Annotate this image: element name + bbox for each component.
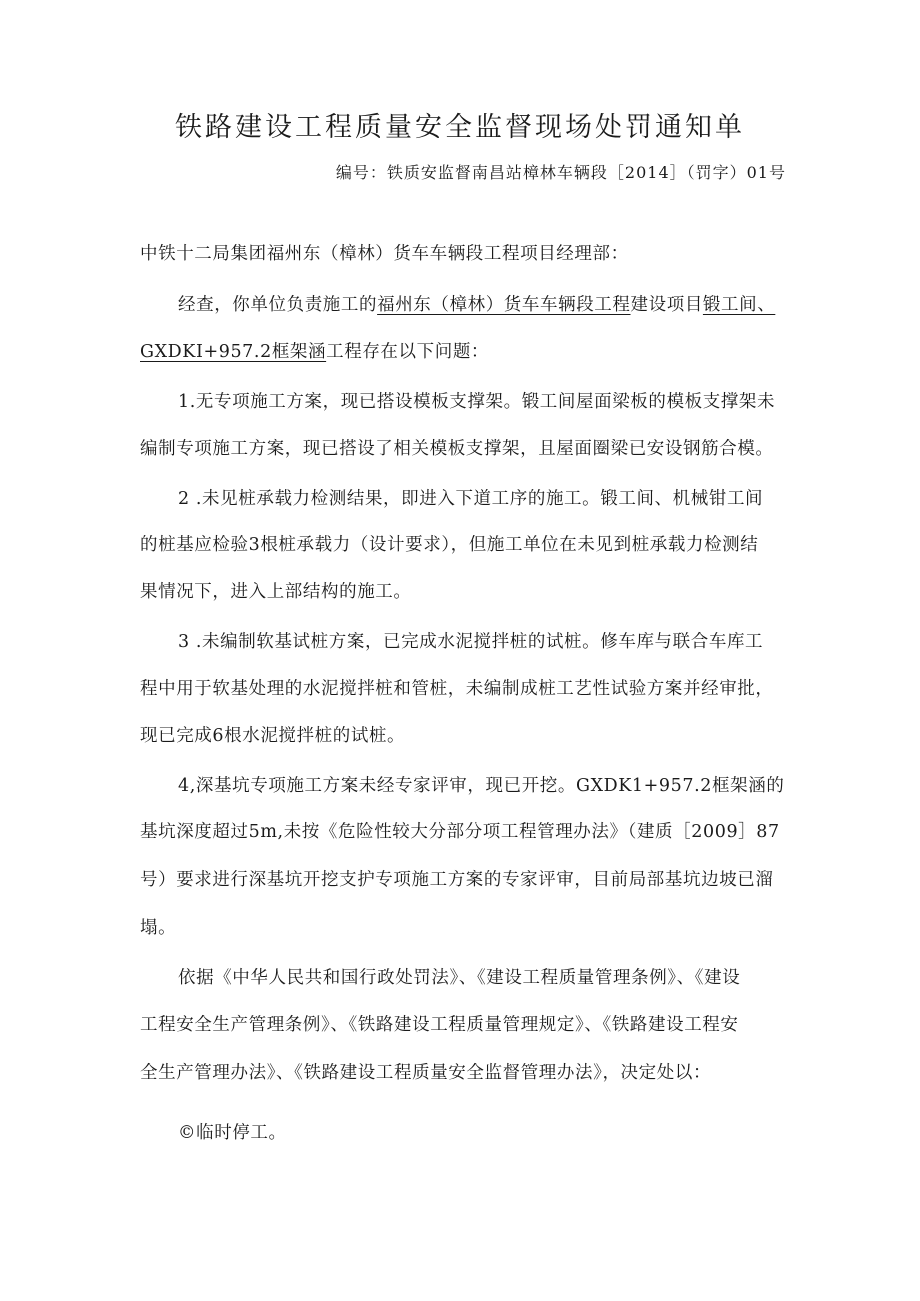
item3-line-2: 程中用于软基处理的水泥搅拌桩和管桩，未编制成桩工艺性试验方案并经审批， [140, 679, 774, 699]
scope-b: GXDKI+957.2框架涵 [140, 342, 327, 362]
intro-text-2: 建设项目 [630, 295, 703, 315]
item4-line-1: 4,深基坑专项施工方案未经专家评审，现已开挖。GXDK1+957.2框架涵的 [178, 776, 785, 796]
item1-line-1: 1.无专项施工方案，现已搭设模板支撑架。锻工间屋面梁板的模板支撑架未 [178, 392, 776, 412]
decision-line: ©临时停工。 [178, 1123, 287, 1143]
recipient-line: 中铁十二局集团福州东（樟林）货车车辆段工程项目经理部： [140, 244, 629, 264]
intro-line-1 [178, 291, 775, 319]
intro-text-3: 工程存在以下问题： [326, 342, 490, 362]
item1-line-2: 编制专项施工方案，现已搭设了相关模板支撑架，且屋面圈梁已安设钢筋合模。 [140, 439, 774, 459]
scope-a: 锻工间、 [702, 295, 776, 315]
item4-line-4: 塌。 [140, 918, 177, 938]
document-title: 铁路建设工程质量安全监督现场处罚通知单 [175, 112, 745, 143]
intro-text-1: 经查，你单位负责施工的 [178, 295, 378, 315]
intro-line-2 [140, 338, 489, 366]
document-number: 编号：铁质安监督南昌站樟林车辆段［2014］（罚字）01号 [335, 163, 786, 182]
basis-line-1: 依据《中华人民共和国行政处罚法》、《建设工程质量管理条例》、《建设 [178, 968, 741, 988]
item4-line-3: 号）要求进行深基坑开挖支护专项施工方案的专家评审，目前局部基坑边坡已溜 [140, 870, 774, 890]
item2-line-2: 的桩基应检验3根桩承载力（设计要求），但施工单位在未见到桩承载力检测结 [140, 535, 759, 555]
item3-line-3: 现已完成6根水泥搅拌桩的试桩。 [140, 726, 406, 746]
project-name: 福州东（樟林）货车车辆段工程 [377, 295, 631, 315]
basis-line-2: 工程安全生产管理条例》、《铁路建设工程质量管理规定》、《铁路建设工程安 [140, 1015, 739, 1035]
item3-line-1: 3 .未编制软基试桩方案，已完成水泥搅拌桩的试桩。修车库与联合车库工 [178, 632, 764, 652]
item2-line-1: 2 .未见桩承载力检测结果，即进入下道工序的施工。锻工间、机械钳工间 [178, 489, 764, 509]
item4-line-2: 基坑深度超过5m,未按《危险性较大分部分项工程管理办法》（建质［2009］87 [140, 822, 780, 842]
item2-line-3: 果情况下，进入上部结构的施工。 [140, 582, 412, 602]
basis-line-3: 全生产管理办法》、《铁路建设工程质量安全监督管理办法》，决定处以： [140, 1063, 712, 1083]
